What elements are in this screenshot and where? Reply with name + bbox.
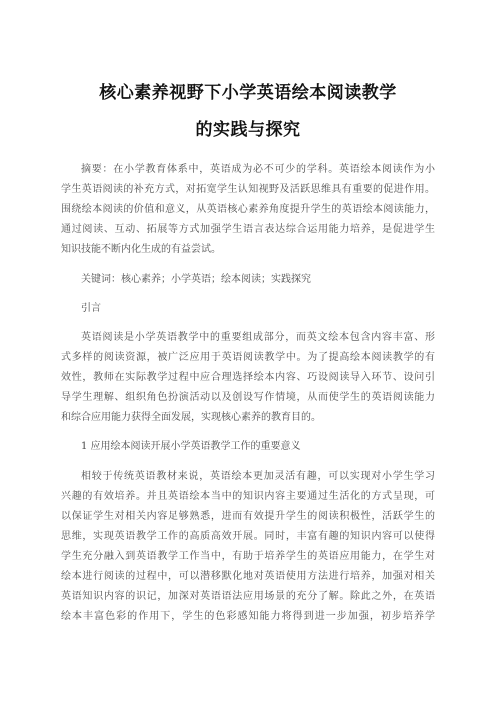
- section1-line: 英语知识内容的识记，加深对英语语法应用场景的充分了解。除此之外，在英语: [61, 591, 435, 602]
- intro-line: 和综合应用能力获得全面发展，实现核心素养的教育目的。: [61, 412, 321, 423]
- intro-line: 导学生理解、组织角色扮演活动以及创设写作情境，从而使学生的英语阅读能力: [61, 392, 435, 403]
- document-title-line-2: 的实践与探究: [195, 120, 301, 140]
- abstract-line: 知识技能不断内化生成的有益尝试。: [61, 244, 221, 255]
- abstract-line: 通过阅读、互动、拓展等方式加强学生语言表达综合运用能力培养，是促进学生: [61, 224, 435, 235]
- abstract-line: 摘要：在小学教育体系中，英语成为必不可少的学科。英语绘本阅读作为小: [81, 164, 435, 175]
- intro-line: 效性，教师在实际教学过程中应合理选择绘本内容、巧设阅读导入环节、设问引: [61, 372, 435, 383]
- section1-line: 相较于传统英语教材来说，英语绘本更加灵活有趣，可以实现对小学生学习: [81, 471, 435, 482]
- section1-line: 以保证学生对相关内容足够熟悉，进而有效提升学生的阅读积极性，活跃学生的: [61, 511, 435, 522]
- section1-line: 绘本进行阅读的过程中，可以潜移默化地对英语使用方法进行培养，加强对相关: [61, 571, 435, 582]
- abstract-line: 学生英语阅读的补充方式，对拓宽学生认知视野及活跃思维具有重要的促进作用。: [61, 184, 435, 195]
- section1-line: 思维，实现英语教学工作的高质高效开展。同时，丰富有趣的知识内容可以使得: [61, 531, 435, 542]
- abstract-line: 围绕绘本阅读的价值和意义，从英语核心素养角度提升学生的英语绘本阅读能力，: [61, 204, 435, 215]
- document-title-line-1: 核心素养视野下小学英语绘本阅读教学: [99, 83, 397, 103]
- section1-line: 绘本丰富色彩的作用下，学生的色彩感知能力将得到进一步加强，初步培养学: [61, 611, 435, 622]
- keywords: 关键词：核心素养；小学英语；绘本阅读；实践探究: [81, 274, 311, 285]
- intro-heading: 引言: [81, 303, 101, 314]
- section-heading: 1 应用绘本阅读开展小学英语教学工作的重要意义: [81, 441, 301, 452]
- intro-line: 式多样的阅读资源，被广泛应用于英语阅读教学中。为了提高绘本阅读教学的有: [61, 352, 435, 363]
- section1-line: 学生充分融入到英语教学工作当中，有助于培养学生的英语应用能力，在学生对: [61, 551, 435, 562]
- section1-line: 兴趣的有效培养。并且英语绘本当中的知识内容主要通过生活化的方式呈现，可: [61, 491, 435, 502]
- intro-line: 英语阅读是小学英语教学中的重要组成部分，而英文绘本包含内容丰富、形: [81, 332, 435, 343]
